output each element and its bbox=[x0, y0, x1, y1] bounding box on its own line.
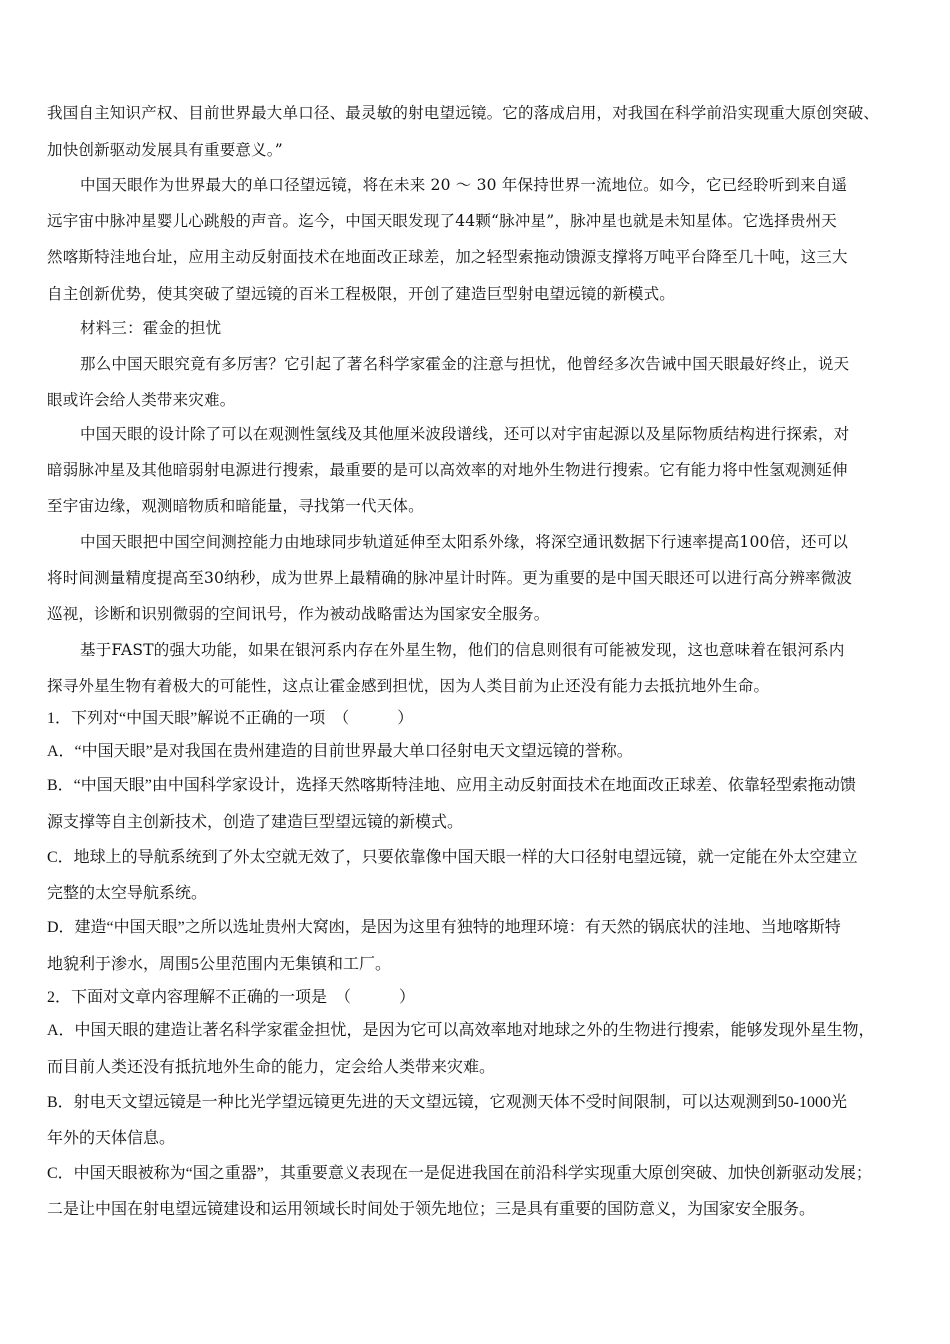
question-1-stem: 1．下列对“中国天眼”解说不正确的一项 （ ） bbox=[47, 710, 414, 727]
question-1-option-b-line-2: 源支撑等自主创新技术，创造了建造巨型望远镜的新模式。 bbox=[47, 814, 464, 831]
question-2-stem: 2．下面对文章内容理解不正确的一项是 （ ） bbox=[47, 989, 416, 1006]
space-line-2: 将时间测量精度提高至30纳秒，成为世界上最精确的脉冲星计时阵。更为重要的是中国天眼还可以进行高分辨率微波 bbox=[47, 569, 853, 587]
fast-status-line-4: 自主创新优势，使其突破了望远镜的百米工程极限，开创了建造巨型射电望远镜的新模式。 bbox=[47, 285, 676, 303]
question-2-option-a-line-2: 而目前人类还没有抵抗地外生命的能力，定会给人类带来灾难。 bbox=[47, 1059, 496, 1076]
question-2-option-c-line-1: C．中国天眼被称为“国之重器”，其重要意义表现在一是促进我国在前沿科学实现重大原创突破、加快创新驱动发展； bbox=[47, 1165, 872, 1182]
aliens-line-1: 基于FAST的强大功能，如果在银河系内存在外星生物，他们的信息则很有可能被发现，这也意味着在银河系内 bbox=[80, 641, 845, 659]
design-line-2: 暗弱脉冲星及其他暗弱射电源进行搜索，最重要的是可以高效率的对地外生物进行搜索。它有能力将中性氢观测延伸 bbox=[47, 461, 848, 479]
question-1-option-a: A．“中国天眼”是对我国在贵州建造的目前世界最大单口径射电天文望远镜的誉称。 bbox=[47, 743, 633, 760]
question-1-option-d-line-2: 地貌利于渗水，周围5公里范围内无集镇和工厂。 bbox=[47, 956, 392, 973]
space-line-3: 巡视，诊断和识别微弱的空间讯号，作为被动战略雷达为国家安全服务。 bbox=[47, 605, 550, 623]
hawking-line-1: 那么中国天眼究竟有多厉害？它引起了著名科学家霍金的注意与担忧，他曾经多次告诫中国天眼最好终止，说天 bbox=[80, 355, 850, 373]
intro-line-2: 加快创新驱动发展具有重要意义。” bbox=[47, 141, 283, 159]
design-line-3: 至宇宙边缘，观测暗物质和暗能量，寻找第一代天体。 bbox=[47, 497, 424, 515]
space-line-1: 中国天眼把中国空间测控能力由地球同步轨道延伸至太阳系外缘，将深空通讯数据下行速率提高100倍，还可以 bbox=[80, 533, 849, 551]
question-2-option-a-line-1: A．中国天眼的建造让著名科学家霍金担忧，是因为它可以高效率地对地球之外的生物进行搜索，能够发现外星生物， bbox=[47, 1022, 875, 1039]
design-line-1: 中国天眼的设计除了可以在观测性氢线及其他厘米波段谱线，还可以对宇宙起源以及星际物质结构进行探索，对 bbox=[80, 425, 850, 443]
intro-line-1: 我国自主知识产权、目前世界最大单口径、最灵敏的射电望远镜。它的落成启用，对我国在科学前沿实现重大原创突破、 bbox=[47, 104, 880, 122]
fast-status-line-1: 中国天眼作为世界最大的单口径望远镜，将在未来 20 ～ 30 年保持世界一流地位。如今，它已经聆听到来自遥 bbox=[80, 176, 848, 194]
question-1-option-c-line-1: C．地球上的导航系统到了外太空就无效了，只要依靠像中国天眼一样的大口径射电望远镜，就一定能在外太空建立 bbox=[47, 849, 858, 866]
question-2-option-b-line-1: B．射电天文望远镜是一种比光学望远镜更先进的天文望远镜，它观测天体不受时间限制，可以达观测到50-1000光 bbox=[47, 1094, 848, 1111]
question-1-option-c-line-2: 完整的太空导航系统。 bbox=[47, 885, 208, 902]
fast-status-line-2: 远宇宙中脉冲星婴儿心跳般的声音。迄今，中国天眼发现了44颗“脉冲星”，脉冲星也就是未知星体。它选择贵州天 bbox=[47, 212, 837, 230]
aliens-line-2: 探寻外星生物有着极大的可能性，这点让霍金感到担忧，因为人类目前为止还没有能力去抵抗地外生命。 bbox=[47, 677, 770, 695]
question-1-option-d-line-1: D．建造“中国天眼”之所以选址贵州大窝凼，是因为这里有独特的地理环境：有天然的锅底状的洼地、当地喀斯特 bbox=[47, 919, 841, 936]
material-three-heading: 材料三：霍金的担忧 bbox=[80, 319, 222, 337]
hawking-line-2: 眼或许会给人类带来灾难。 bbox=[47, 391, 236, 409]
question-2-option-c-line-2: 二是让中国在射电望远镜建设和运用领域长时间处于领先地位；三是具有重要的国防意义，为国家安全服务。 bbox=[47, 1201, 816, 1218]
question-2-option-b-line-2: 年外的天体信息。 bbox=[47, 1130, 176, 1147]
question-1-option-b-line-1: B．“中国天眼”由中国科学家设计，选择天然喀斯特洼地、应用主动反射面技术在地面改正球差、依靠轻型索拖动馈 bbox=[47, 777, 856, 794]
fast-status-line-3: 然喀斯特洼地台址，应用主动反射面技术在地面改正球差，加之轻型索拖动馈源支撑将万吨平台降至几十吨，这三大 bbox=[47, 248, 848, 266]
